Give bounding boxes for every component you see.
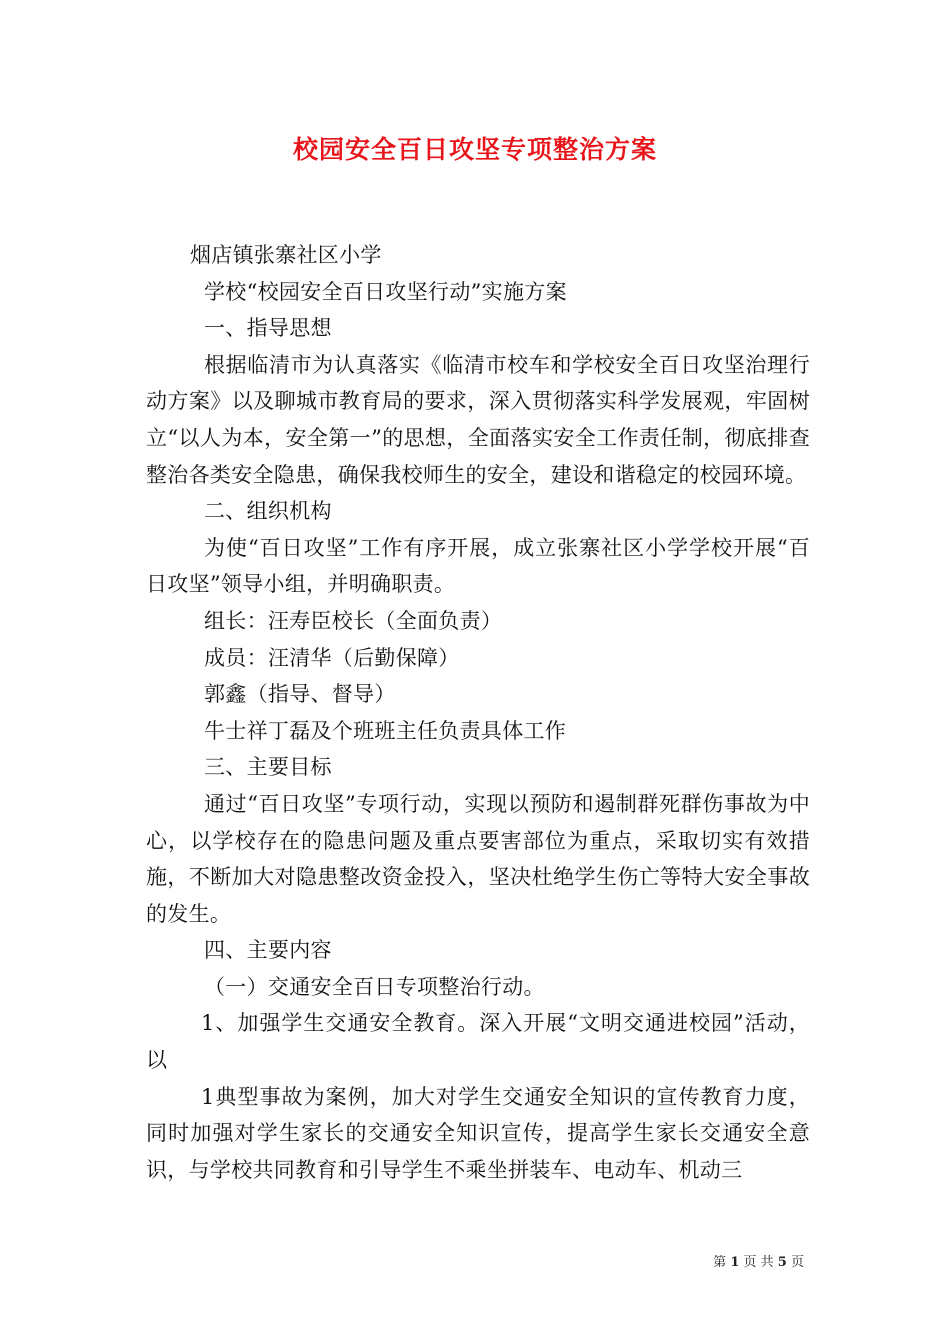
footer-prefix: 第 [713,1255,727,1270]
section-heading-1: 一、指导思想 [204,316,332,341]
team-member-line: 成员：汪清华（后勤保障） [204,645,460,670]
body-paragraph: 根据临清市为认真落实《临清市校车和学校安全百日攻坚治理行动方案》以及聊城市教育局的要求，深入贯彻落实科学发展观，牢固树立“以人为本，安全第一”的思想，全面落实安全工作责任制，彻底排查整治各类安全隐患，确保我校师生的安全，建设和谐稳定的校园环境。 [146,352,810,487]
school-name-line: 烟店镇张寨社区小学 [190,243,382,267]
body-paragraph: 1典型事故为案例，加大对学生交通安全知识的宣传教育力度，同时加强对学生家长的交通安全知识宣传，提高学生家长交通安全意识，与学校共同教育和引导学生不乘坐拼装车、电动车、机动三 [146,1084,810,1182]
subsection-heading: （一）交通安全百日专项整治行动。 [204,974,545,999]
footer-middle: 页 共 [743,1255,774,1270]
section-heading-4: 四、主要内容 [204,938,332,963]
document-body [146,237,810,1188]
body-paragraph: 通过“百日攻坚”专项行动，实现以预防和遏制群死群伤事故为中心，以学校存在的隐患问题及重点要害部位为重点，采取切实有效措施，不断加大对隐患整改资金投入，坚决杜绝学生伤亡等特大安全事故的发生。 [146,791,810,926]
footer-suffix: 页 [790,1255,804,1270]
body-paragraph: 为使“百日攻坚”工作有序开展，成立张寨社区小学学校开展“百日攻坚”领导小组，并明确职责。 [146,535,810,597]
team-member-line: 牛士祥丁磊及个班班主任负责具体工作 [204,718,567,743]
team-leader-line: 组长：汪寿臣校长（全面负责） [204,608,503,633]
page-footer [713,1251,804,1270]
body-paragraph: 1、加强学生交通安全教育。深入开展“文明交通进校园”活动，以 [146,1011,810,1073]
footer-total-pages: 5 [777,1255,787,1270]
team-member-line: 郭鑫（指导、督导） [204,682,396,707]
section-heading-2: 二、组织机构 [204,499,332,524]
document-title: 校园安全百日攻坚专项整治方案 [292,135,657,164]
section-heading-3: 三、主要目标 [204,755,332,780]
plan-subtitle: 学校“校园安全百日攻坚行动”实施方案 [204,279,567,304]
footer-page-number: 1 [730,1255,740,1270]
